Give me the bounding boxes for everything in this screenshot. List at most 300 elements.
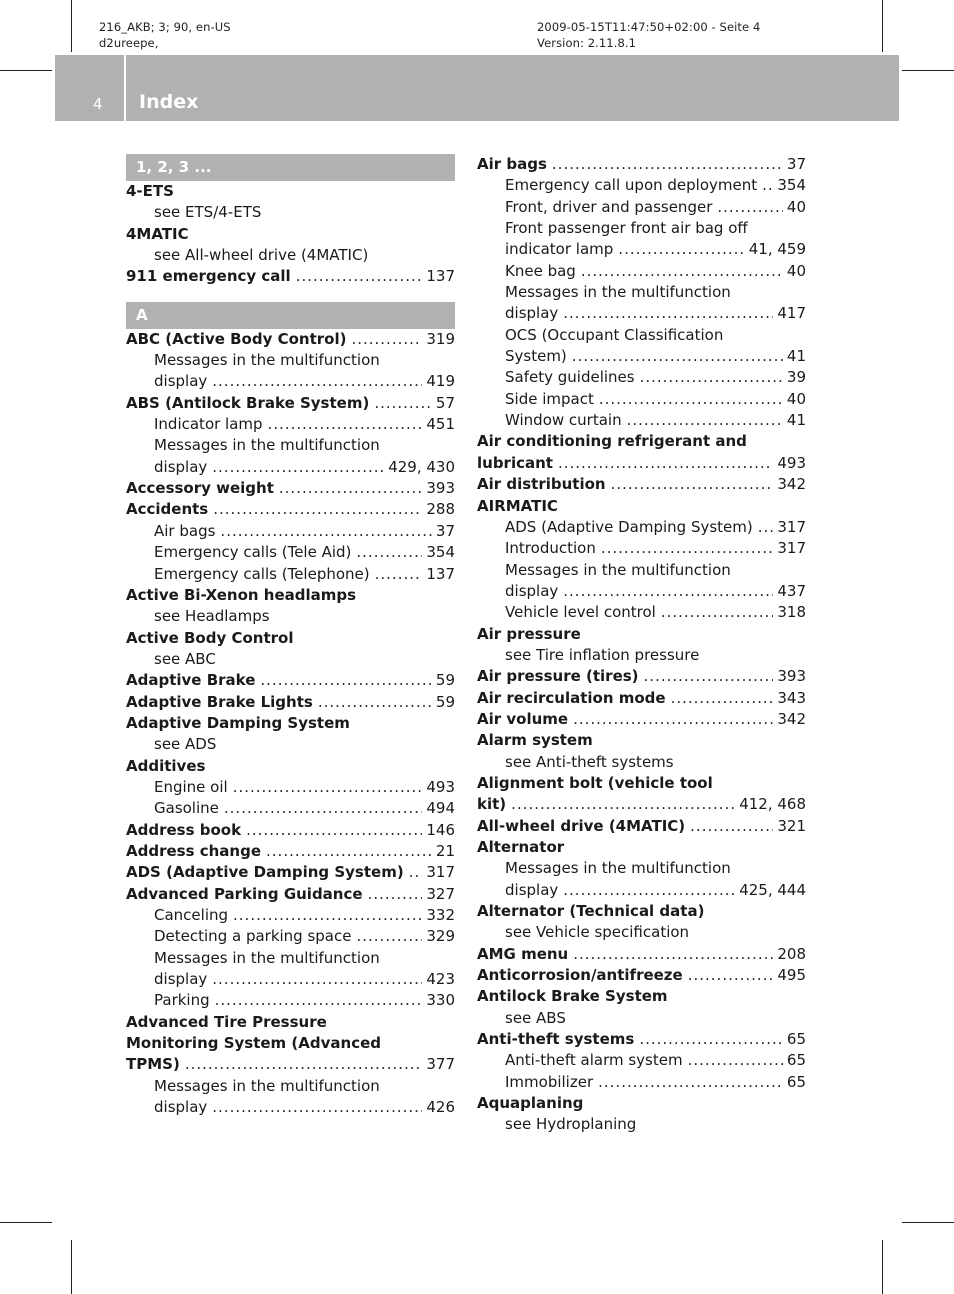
entry-term: see Tire inflation pressure	[505, 645, 700, 664]
crop-mark	[902, 70, 954, 71]
index-entry	[126, 245, 455, 266]
entry-term: Window curtain	[505, 411, 622, 430]
dot-leader	[511, 794, 735, 815]
dot-leader	[690, 816, 773, 837]
index-entry	[126, 202, 455, 223]
dot-leader	[688, 1050, 783, 1071]
entry-page-ref[interactable]: 57	[435, 393, 455, 412]
entry-term: Active Bi-Xenon headlamps	[126, 585, 357, 604]
dot-leader	[374, 393, 432, 414]
entry-term: Engine oil	[154, 777, 228, 796]
index-entry	[126, 884, 455, 905]
index-entry	[126, 990, 455, 1011]
entry-page-ref[interactable]: 319	[426, 329, 455, 348]
entry-page-ref[interactable]: 377	[426, 1055, 455, 1074]
entry-term: Alarm system	[477, 731, 593, 750]
index-entry	[477, 688, 806, 709]
dot-leader	[573, 709, 773, 730]
dot-leader	[318, 692, 432, 713]
entry-page-ref[interactable]: 342	[777, 475, 806, 494]
entry-page-ref[interactable]: 423	[426, 970, 455, 989]
index-entry	[126, 414, 455, 435]
dot-leader	[215, 990, 423, 1011]
index-entry	[477, 816, 806, 837]
entry-term: Monitoring System (Advanced	[126, 1034, 381, 1053]
index-entry	[477, 303, 806, 324]
entry-term: kit)	[477, 795, 507, 814]
index-entry	[126, 841, 455, 862]
index-entry	[126, 670, 455, 691]
entry-page-ref[interactable]: 417	[777, 304, 806, 323]
index-entry	[477, 986, 806, 1007]
dot-leader	[762, 175, 773, 196]
index-entry	[477, 1072, 806, 1093]
index-entry	[126, 181, 455, 202]
index-entry	[477, 624, 806, 645]
entry-term: Air recirculation mode	[477, 688, 666, 707]
entry-term: Messages in the multifunction	[505, 859, 731, 878]
index-list-a	[126, 329, 455, 1119]
entry-page-ref[interactable]: 146	[426, 820, 455, 839]
index-entry	[126, 649, 455, 670]
dot-leader	[233, 905, 422, 926]
index-entry	[126, 457, 455, 478]
entry-term: Alternator	[477, 838, 565, 856]
entry-page-ref[interactable]: 495	[777, 966, 806, 985]
entry-term: Immobilizer	[505, 1072, 594, 1091]
entry-term: see Headlamps	[154, 607, 270, 626]
entry-term: Active Body Control	[126, 628, 294, 647]
section-header-a: A	[126, 302, 455, 329]
entry-page-ref[interactable]: 429, 430	[388, 457, 455, 476]
dot-leader	[671, 688, 774, 709]
index-entry	[477, 431, 806, 452]
index-entry	[477, 1093, 806, 1114]
entry-term: All-wheel drive (4MATIC)	[477, 816, 686, 835]
index-entry	[126, 606, 455, 627]
doc-user: d2ureepe,	[99, 36, 159, 50]
index-entry	[477, 965, 806, 986]
index-entry	[126, 628, 455, 649]
dot-leader	[552, 154, 783, 175]
entry-term: Emergency calls (Tele Aid)	[154, 543, 352, 562]
doc-version: Version: 2.11.8.1	[537, 36, 637, 50]
entry-page-ref[interactable]: 343	[777, 688, 806, 707]
entry-page-ref[interactable]: 493	[777, 453, 806, 472]
entry-page-ref[interactable]: 318	[777, 603, 806, 622]
entry-term: display	[154, 457, 208, 476]
dot-leader	[599, 389, 783, 410]
dot-leader	[618, 239, 744, 260]
dot-leader	[356, 542, 422, 563]
entry-page-ref[interactable]: 41	[786, 347, 806, 366]
entry-term: Advanced Parking Guidance	[126, 884, 363, 903]
dot-leader	[266, 841, 432, 862]
entry-page-ref[interactable]: 41, 459	[748, 240, 806, 259]
index-entry	[126, 1033, 455, 1054]
entry-term: Air pressure	[477, 624, 581, 643]
index-entry	[126, 798, 455, 819]
index-entry	[126, 542, 455, 563]
entry-term: Front, driver and passenger	[505, 197, 713, 216]
dot-leader	[601, 538, 774, 559]
entry-term: Front passenger front air bag off	[505, 219, 748, 238]
dot-leader	[375, 564, 423, 585]
dot-leader	[212, 1097, 422, 1118]
crop-mark	[71, 0, 72, 52]
entry-term: Address change	[126, 841, 262, 860]
entry-page-ref[interactable]: 65	[786, 1030, 806, 1049]
entry-term: System)	[505, 347, 567, 366]
index-entry	[126, 820, 455, 841]
entry-term: display	[505, 880, 559, 899]
index-entry	[126, 862, 455, 883]
index-entry	[126, 969, 455, 990]
index-entry	[477, 794, 806, 815]
index-entry	[477, 325, 806, 346]
entry-page-ref[interactable]: 425, 444	[739, 880, 806, 899]
index-entry	[477, 282, 806, 303]
index-entry	[126, 224, 455, 245]
entry-term: Messages in the multifunction	[154, 1076, 380, 1095]
index-entry	[126, 371, 455, 392]
dot-leader	[717, 197, 783, 218]
dot-leader	[185, 1054, 423, 1075]
index-entry	[477, 773, 806, 794]
entry-page-ref[interactable]: 59	[435, 671, 455, 690]
index-entry	[477, 666, 806, 687]
index-entry	[126, 266, 455, 287]
entry-term: Address book	[126, 820, 242, 839]
crop-mark	[882, 1240, 883, 1294]
index-entry	[126, 478, 455, 499]
entry-page-ref[interactable]: 419	[426, 372, 455, 391]
entry-page-ref[interactable]: 137	[426, 564, 455, 583]
entry-term: Adaptive Damping System	[126, 713, 350, 732]
entry-term: Air conditioning refrigerant and	[477, 432, 747, 451]
index-entry	[477, 410, 806, 431]
dot-leader	[356, 926, 422, 947]
entry-term: see ABS	[505, 1008, 566, 1027]
index-entry	[126, 585, 455, 606]
index-entry	[477, 261, 806, 282]
dot-leader	[563, 303, 773, 324]
entry-page-ref[interactable]: 342	[777, 709, 806, 728]
entry-page-ref[interactable]: 493	[426, 777, 455, 796]
entry-term: Accessory weight	[126, 479, 274, 498]
entry-term: Additives	[126, 756, 206, 775]
index-entry	[477, 154, 806, 175]
index-entry	[477, 1029, 806, 1050]
entry-page-ref[interactable]: 40	[786, 389, 806, 408]
entry-page-ref[interactable]: 40	[786, 261, 806, 280]
entry-term: Messages in the multifunction	[505, 283, 731, 302]
entry-page-ref[interactable]: 137	[426, 267, 455, 286]
index-entry	[477, 538, 806, 559]
dot-leader	[213, 499, 422, 520]
entry-page-ref[interactable]: 354	[777, 176, 806, 195]
index-entry	[126, 1054, 455, 1075]
entry-term: Emergency calls (Telephone)	[154, 564, 370, 583]
entry-page-ref[interactable]: 451	[426, 415, 455, 434]
entry-term: display	[154, 1098, 208, 1117]
entry-term: Alternator (Technical data)	[477, 902, 705, 921]
entry-term: Messages in the multifunction	[505, 560, 731, 579]
index-entry	[126, 350, 455, 371]
dot-leader	[611, 474, 774, 495]
index-entry	[126, 692, 455, 713]
dot-leader	[212, 969, 422, 990]
dot-leader	[409, 862, 423, 883]
index-entry	[477, 858, 806, 879]
dot-leader	[224, 798, 422, 819]
entry-page-ref[interactable]: 437	[777, 581, 806, 600]
entry-term: Adaptive Brake Lights	[126, 692, 313, 711]
entry-page-ref[interactable]: 40	[786, 197, 806, 216]
entry-term: lubricant	[477, 453, 553, 472]
entry-page-ref[interactable]: 65	[786, 1051, 806, 1070]
index-entry	[477, 901, 806, 922]
entry-term: Air volume	[477, 709, 569, 728]
dot-leader	[351, 329, 422, 350]
dot-leader	[279, 478, 422, 499]
entry-term: Messages in the multifunction	[154, 351, 380, 370]
entry-term: display	[154, 970, 208, 989]
dot-leader	[640, 367, 783, 388]
doc-id: 216_AKB; 3; 90, en-US	[99, 20, 231, 34]
index-entry	[477, 367, 806, 388]
dot-leader	[296, 266, 423, 287]
crop-mark	[902, 1222, 954, 1223]
index-entry	[126, 756, 455, 777]
index-entry	[477, 602, 806, 623]
entry-page-ref[interactable]: 21	[435, 841, 455, 860]
entry-term: ABC (Active Body Control)	[126, 329, 347, 348]
entry-term: Emergency call upon deployment	[505, 176, 758, 195]
entry-term: Canceling	[154, 906, 229, 924]
index-column-right	[477, 154, 806, 1136]
entry-term: Air distribution	[477, 475, 606, 494]
page-title: Index	[139, 91, 199, 113]
index-header-band	[55, 55, 899, 121]
index-entry	[477, 453, 806, 474]
dot-leader	[563, 880, 735, 901]
dot-leader	[260, 670, 432, 691]
header-divider	[124, 55, 126, 121]
dot-leader	[639, 1029, 783, 1050]
index-entry	[126, 393, 455, 414]
index-entry	[126, 905, 455, 926]
index-entry	[126, 564, 455, 585]
entry-term: Messages in the multifunction	[154, 948, 380, 967]
index-entry	[477, 709, 806, 730]
entry-page-ref[interactable]: 321	[777, 816, 806, 835]
index-entry	[477, 581, 806, 602]
entry-page-ref[interactable]: 494	[426, 799, 455, 818]
entry-term: Antilock Brake System	[477, 987, 668, 1006]
entry-term: Messages in the multifunction	[154, 436, 380, 455]
entry-page-ref[interactable]: 59	[435, 692, 455, 711]
entry-term: display	[505, 581, 559, 600]
index-entry	[477, 517, 806, 538]
index-entry	[126, 435, 455, 456]
dot-leader	[644, 666, 774, 687]
entry-term: Accidents	[126, 500, 209, 519]
entry-term: Safety guidelines	[505, 368, 635, 387]
entry-term: Side impact	[505, 389, 594, 408]
index-list-numbers	[126, 181, 455, 288]
entry-term: Advanced Tire Pressure	[126, 1012, 327, 1031]
index-entry	[477, 346, 806, 367]
entry-term: Air pressure (tires)	[477, 667, 639, 686]
dot-leader	[688, 965, 774, 986]
crop-mark	[71, 1240, 72, 1294]
entry-page-ref[interactable]: 208	[777, 944, 806, 963]
entry-term: see ADS	[154, 735, 217, 754]
index-entry	[477, 389, 806, 410]
index-entry	[477, 730, 806, 751]
dot-leader	[573, 944, 773, 965]
dot-leader	[212, 457, 384, 478]
dot-leader	[627, 410, 783, 431]
index-entry	[477, 944, 806, 965]
index-entry	[477, 1050, 806, 1071]
entry-term: see Anti-theft systems	[505, 752, 674, 771]
entry-term: Introduction	[505, 539, 596, 558]
entry-page-ref[interactable]: 412, 468	[739, 795, 806, 814]
entry-term: see Vehicle specification	[505, 923, 690, 942]
dot-leader	[581, 261, 783, 282]
index-entry	[126, 926, 455, 947]
entry-term: Anti-theft alarm system	[505, 1051, 683, 1070]
section-header-numbers: 1, 2, 3 ...	[126, 154, 455, 181]
entry-page-ref[interactable]: 37	[786, 155, 806, 173]
entry-term: 4MATIC	[126, 224, 189, 243]
entry-page-ref[interactable]: 332	[426, 906, 455, 924]
entry-page-ref[interactable]: 288	[426, 500, 455, 519]
dot-leader	[212, 371, 422, 392]
entry-term: Gasoline	[154, 799, 219, 818]
entry-page-ref[interactable]: 65	[786, 1072, 806, 1091]
index-list-a-continued	[477, 154, 806, 1136]
index-entry	[477, 837, 806, 858]
crop-mark	[0, 1222, 52, 1223]
index-entry	[477, 1008, 806, 1029]
index-entry	[126, 499, 455, 520]
entry-page-ref[interactable]: 330	[426, 991, 455, 1010]
entry-term: Adaptive Brake	[126, 671, 256, 690]
index-entry	[126, 521, 455, 542]
entry-page-ref[interactable]: 393	[426, 479, 455, 498]
entry-term: Vehicle level control	[505, 603, 656, 622]
index-entry	[126, 948, 455, 969]
index-column-left	[126, 154, 455, 1118]
index-entry	[477, 560, 806, 581]
entry-term: see ABC	[154, 649, 216, 668]
entry-term: ADS (Adaptive Damping System)	[126, 863, 404, 882]
entry-term: Alignment bolt (vehicle tool	[477, 773, 713, 792]
entry-term: Detecting a parking space	[154, 927, 352, 946]
entry-term: TPMS)	[126, 1055, 180, 1074]
dot-leader	[268, 414, 423, 435]
index-entry	[477, 1114, 806, 1135]
index-entry	[126, 734, 455, 755]
index-entry	[477, 645, 806, 666]
entry-term: Air bags	[477, 155, 547, 173]
index-entry	[477, 175, 806, 196]
entry-page-ref[interactable]: 329	[426, 927, 455, 946]
dot-leader	[572, 346, 783, 367]
index-entry	[477, 496, 806, 517]
entry-term: Anticorrosion/antifreeze	[477, 966, 683, 985]
entry-page-ref[interactable]: 393	[777, 667, 806, 686]
entry-page-ref[interactable]: 317	[777, 517, 806, 536]
dot-leader	[661, 602, 774, 623]
dot-leader	[220, 521, 431, 542]
entry-term: Knee bag	[505, 261, 576, 280]
entry-term: display	[505, 304, 559, 323]
entry-term: see Hydroplaning	[505, 1115, 637, 1134]
index-entry	[126, 1012, 455, 1033]
entry-page-ref[interactable]: 37	[435, 521, 455, 540]
dot-leader	[598, 1072, 783, 1093]
index-entry	[477, 197, 806, 218]
index-entry	[126, 1076, 455, 1097]
entry-page-ref[interactable]: 317	[426, 863, 455, 882]
entry-page-ref[interactable]: 317	[777, 539, 806, 558]
page-number: 4	[93, 95, 103, 113]
index-entry	[477, 218, 806, 239]
crop-mark	[882, 0, 883, 52]
entry-term: display	[154, 372, 208, 391]
entry-term: see All-wheel drive (4MATIC)	[154, 246, 369, 265]
entry-term: 4-ETS	[126, 182, 174, 200]
entry-term: see ETS/4-ETS	[154, 203, 262, 222]
index-entry	[477, 922, 806, 943]
entry-term: 911 emergency call	[126, 267, 291, 286]
dot-leader	[758, 517, 774, 538]
entry-term: OCS (Occupant Classification	[505, 325, 724, 344]
entry-term: Indicator lamp	[154, 415, 263, 434]
entry-term: Anti-theft systems	[477, 1030, 635, 1049]
entry-term: Aquaplaning	[477, 1094, 584, 1113]
entry-term: ABS (Antilock Brake System)	[126, 393, 370, 412]
index-entry	[126, 777, 455, 798]
index-entry	[126, 1097, 455, 1118]
entry-term: AMG menu	[477, 944, 569, 963]
entry-term: ADS (Adaptive Damping System)	[505, 517, 753, 536]
entry-term: AIRMATIC	[477, 496, 558, 515]
entry-page-ref[interactable]: 327	[426, 884, 455, 903]
index-entry	[126, 329, 455, 350]
doc-timestamp: 2009-05-15T11:47:50+02:00 - Seite 4	[537, 20, 761, 34]
dot-leader	[558, 453, 773, 474]
entry-term: indicator lamp	[505, 240, 614, 259]
crop-mark	[0, 70, 52, 71]
entry-page-ref[interactable]: 426	[426, 1098, 455, 1117]
entry-page-ref[interactable]: 41	[786, 411, 806, 430]
index-entry	[477, 880, 806, 901]
index-entry	[477, 474, 806, 495]
entry-page-ref[interactable]: 354	[426, 543, 455, 562]
dot-leader	[233, 777, 423, 798]
entry-term: Parking	[154, 991, 210, 1010]
index-entry	[126, 713, 455, 734]
dot-leader	[368, 884, 423, 905]
dot-leader	[563, 581, 773, 602]
entry-page-ref[interactable]: 39	[786, 368, 806, 387]
index-entry	[477, 752, 806, 773]
